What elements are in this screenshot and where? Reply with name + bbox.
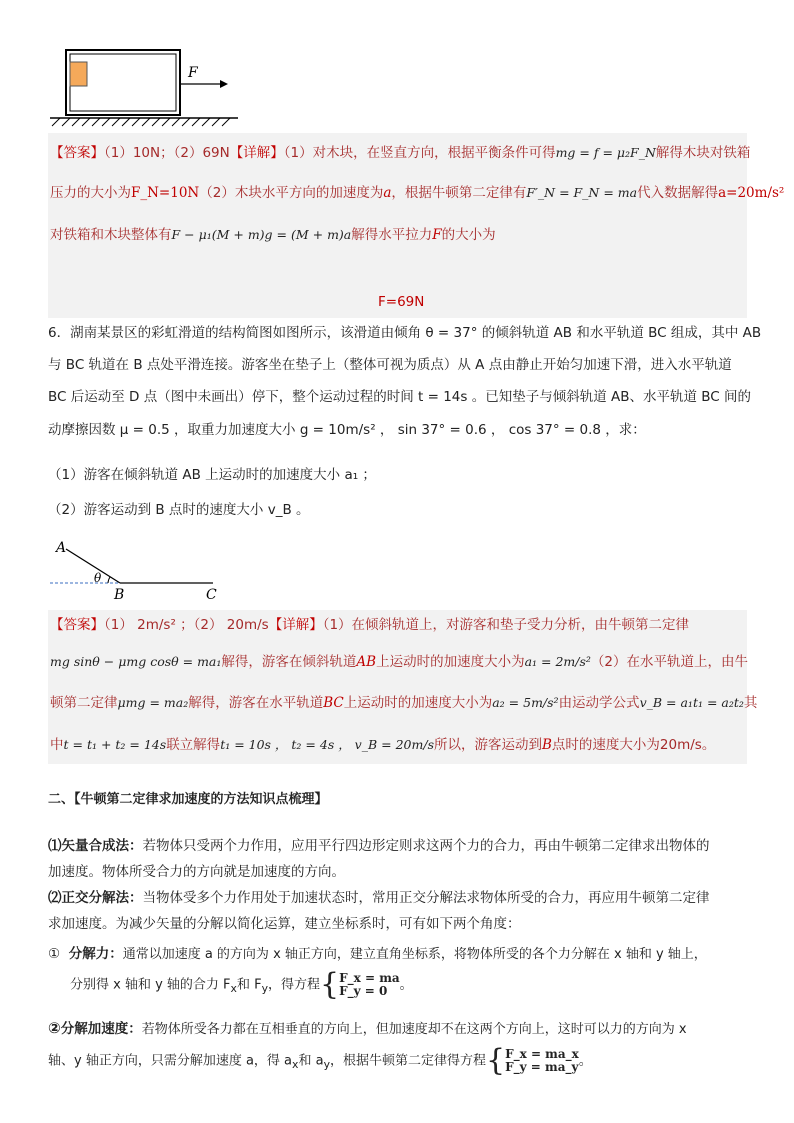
formula: mg = f = μ₂F_N: [555, 145, 656, 160]
method1-line1: ⑴矢量合成法：若物体只受两个力作用，应用平行四边形定则求这两个力的合力，再由牛顿第二定律求出物体的: [48, 838, 710, 854]
label-theta: θ: [94, 571, 102, 585]
item1-line1: ① 分解力：通常以加速度 a 的方向为 x 轴正方向，建立直角坐标系，将物体所受的各个力分解在 x 轴和 y 轴上，: [48, 946, 707, 962]
ground-hatching: [52, 118, 230, 126]
label-a: A: [56, 540, 67, 556]
problem6-line1: 6．湖南某景区的彩虹滑道的结构简图如图所示，该滑道由倾角 θ = 37° 的倾斜轨道 AB 和水平轨道 BC 组成，其中 AB: [48, 325, 762, 341]
answer-tag: 【答案】: [50, 145, 104, 161]
label-c: C: [206, 587, 217, 603]
method2-title: ⑵正交分解法：: [48, 890, 143, 906]
item2-title: 分解加速度：: [60, 1021, 142, 1037]
detail-tag: 【详解】: [229, 145, 284, 161]
method1-line2: 加速度。物体所受合力的方向就是加速度的方向。: [48, 864, 345, 880]
force-arrow-head: [220, 80, 228, 88]
problem6-line4: 动摩擦因数 μ = 0.5 ，取重力加速度大小 g = 10m/s² ， sin 37° = 0.6 ， cos 37° = 0.8 ，求：: [48, 422, 646, 438]
item1-line2: 分别得 x 轴和 y 轴的合力 $F_x$和 $F_y$，得方程{F_x = ma F_y = 0 。: [70, 967, 413, 1002]
angle-arc: [108, 577, 110, 583]
answer1-line2: 压力的大小为F_N=10N（2）木块水平方向的加速度为a，根据牛顿第二定律有F′_N = F_N = ma代入数据解得a=20m/s²: [50, 185, 785, 201]
item1-title: 分解力：: [68, 946, 123, 962]
item1-number: ①: [48, 946, 61, 962]
label-b: B: [114, 587, 125, 603]
equation-system-1: {F_x = ma F_y = 0: [320, 967, 400, 1002]
section-heading: 二、【牛顿第二定律求加速度的方法知识点梳理】: [48, 792, 328, 807]
answer-value: （1）10N；（2）69N: [104, 145, 230, 161]
method2-line1: ⑵正交分解法：当物体受多个力作用处于加速状态时，常用正交分解法求物体所受的合力，再应用牛顿第二定律: [48, 890, 710, 906]
answer2-line4: 中t = t₁ + t₂ = 14s联立解得t₁ = 10s ， t₂ = 4s ， v_B = 20m/s所以，游客运动到B点时的速度大小为20m/s。: [50, 737, 716, 753]
force-label: F: [188, 65, 198, 81]
problem6-line2: 与 BC 轨道在 B 点处平滑连接。游客坐在垫子上（整体可视为质点）从 A 点由静止开始匀加速下滑，进入水平轨道: [48, 357, 732, 373]
item2-line1: ②分解加速度：若物体所受各力都在互相垂直的方向上，但加速度却不在这两个方向上，这时可以力的方向为 x: [48, 1019, 687, 1037]
figure-box-on-ground: [48, 40, 248, 130]
item2-line2: 轴、y 轴正方向，只需分解加速度 a，得 $a_x$和 $a_y$，根据牛顿第二定律得方程{F_x = ma_x F_y = ma_y。: [48, 1043, 592, 1078]
figure-incline: [48, 535, 238, 605]
fn-value: F_N=10N: [131, 185, 200, 201]
item2-number: ②: [48, 1019, 61, 1037]
answer2-line1: 【答案】（1） 2m/s² ；（2） 20m/s【详解】（1）在倾斜轨道上，对游客和垫子受力分析，由牛顿第二定律: [50, 617, 690, 633]
method2-line2: 求加速度。为减少矢量的分解以简化运算，建立坐标系时，可有如下两个角度：: [48, 916, 521, 932]
formula: F′_N = F_N = ma: [526, 185, 638, 200]
answer1-final: F=69N: [378, 294, 425, 310]
formula: mg sinθ − μmg cosθ = ma₁: [50, 654, 222, 669]
problem6-q2: （2）游客运动到 B 点时的速度大小 v_B 。: [48, 502, 310, 518]
method1-title: ⑴矢量合成法：: [48, 838, 143, 854]
wood-block: [70, 62, 87, 86]
answer1-line3: 对铁箱和木块整体有F − μ₁(M + m)g = (M + m)a解得水平拉力F的大小为: [50, 227, 496, 243]
formula: F − μ₁(M + m)g = (M + m)a: [171, 227, 352, 242]
answer2-line2: mg sinθ − μmg cosθ = ma₁解得，游客在倾斜轨道AB上运动时的加速度大小为a₁ = 2m/s²（2）在水平轨道上，由牛: [50, 654, 748, 670]
answer2-line3: 顿第二定律μmg = ma₂解得，游客在水平轨道BC上运动时的加速度大小为a₂ = 5m/s²由运动学公式v_B = a₁t₁ = a₂t₂其: [50, 695, 758, 711]
problem6-line3: BC 后运动至 D 点（图中未画出）停下，整个运动过程的时间 t = 14s 。已知垫子与倾斜轨道 AB、水平轨道 BC 间的: [48, 389, 752, 405]
result: a=20m/s²: [718, 185, 785, 201]
problem6-q1: （1）游客在倾斜轨道 AB 上运动时的加速度大小 a₁ ；: [48, 467, 376, 483]
answer1-line1: 【答案】（1）10N；（2）69N【详解】（1）对木块，在竖直方向，根据平衡条件可得mg = f = μ₂F_N解得木块对铁箱: [50, 145, 751, 161]
formula: μmg = ma₂: [117, 695, 189, 710]
equation-system-2: {F_x = ma_x F_y = ma_y: [486, 1043, 579, 1078]
incline-ab: [66, 549, 120, 583]
